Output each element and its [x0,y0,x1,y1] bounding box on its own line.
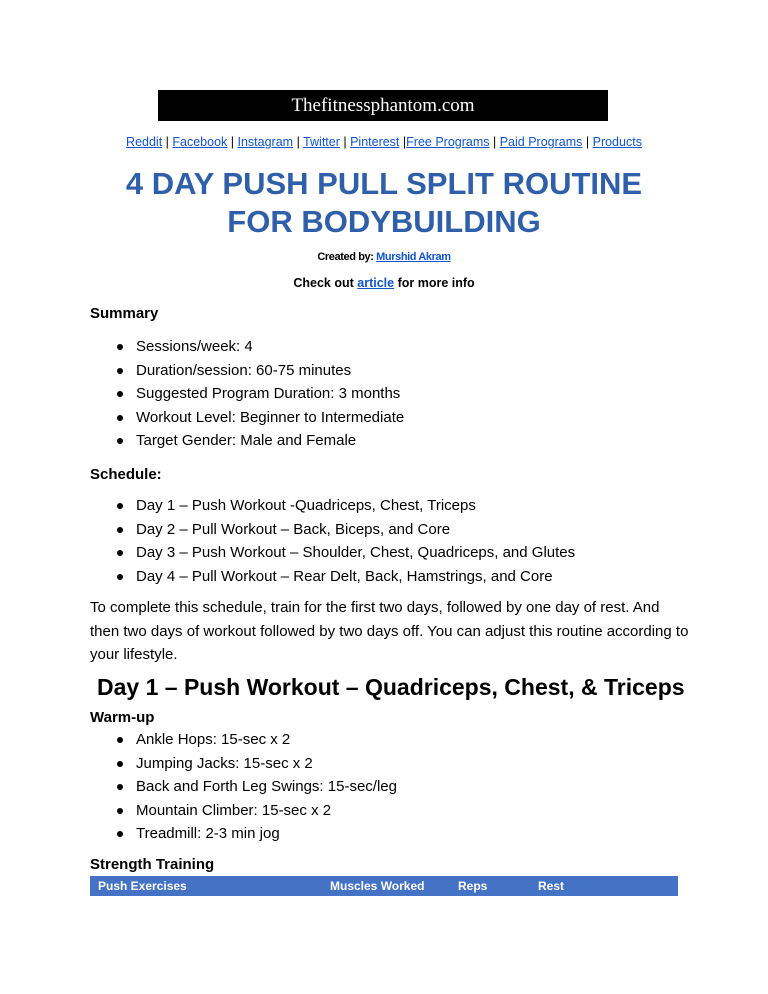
page-title: 4 DAY PUSH PULL SPLIT ROUTINE FOR BODYBUILDING [125,166,643,239]
author-link[interactable]: Murshid Akram [376,251,451,263]
warmup-list [90,728,397,846]
link-products[interactable]: Products [592,135,642,149]
schedule-paragraph: To complete this schedule, train for the first two days, followed by one day of rest. And then two days of workout followed by two days off. You can adjust this routine according to your lifestyle. [90,599,689,663]
list-item: Duration/session: 60-75 minutes [90,359,404,383]
summary-list [90,335,404,453]
list-item: Day 2 – Pull Workout – Back, Biceps, and Core [90,518,575,542]
site-banner: Thefitnessphantom.com [158,90,608,121]
exercise-table-header [90,876,678,896]
link-reddit[interactable]: Reddit [126,135,163,149]
schedule-heading: Schedule: [90,466,162,483]
list-item: Ankle Hops: 15-sec x 2 [90,728,397,752]
list-item: Day 3 – Push Workout – Shoulder, Chest, Quadriceps, and Glutes [90,541,575,565]
list-item: Target Gender: Male and Female [90,429,404,453]
strength-heading: Strength Training [90,856,215,873]
link-instagram[interactable]: Instagram [237,135,294,149]
col-rest: Rest [538,879,565,893]
day1-heading: Day 1 – Push Workout – Quadriceps, Chest, & Triceps [97,674,685,700]
list-item: Back and Forth Leg Swings: 15-sec/leg [90,775,397,799]
summary-heading: Summary [90,305,159,322]
checkout-prefix: Check out [293,276,354,290]
list-item: Workout Level: Beginner to Intermediate [90,406,404,430]
created-by-label: Created by: [317,251,374,263]
list-item: Treadmill: 2-3 min jog [90,822,397,846]
list-item: Mountain Climber: 15-sec x 2 [90,799,397,823]
article-link[interactable]: article [357,276,395,290]
checkout-line [0,276,768,290]
list-item: Jumping Jacks: 15-sec x 2 [90,752,397,776]
list-item: Sessions/week: 4 [90,335,404,359]
warmup-heading: Warm-up [90,709,155,726]
col-push-exercises: Push Exercises [98,879,187,893]
created-by [0,251,768,263]
link-twitter[interactable]: Twitter [303,135,340,149]
col-muscles-worked: Muscles Worked [330,879,425,893]
link-facebook[interactable]: Facebook [172,135,228,149]
link-pinterest[interactable]: Pinterest [350,135,400,149]
checkout-suffix: for more info [397,276,475,290]
list-item: Suggested Program Duration: 3 months [90,382,404,406]
social-links: Reddit | Facebook | Instagram | Twitter | Pinterest |Free Programs | Paid Programs | Products [126,135,642,149]
schedule-list [90,494,575,588]
list-item: Day 4 – Pull Workout – Rear Delt, Back, Hamstrings, and Core [90,565,575,589]
col-reps: Reps [458,879,488,893]
link-free-programs[interactable]: Free Programs [406,135,490,149]
link-paid-programs[interactable]: Paid Programs [499,135,583,149]
list-item: Day 1 – Push Workout -Quadriceps, Chest, Triceps [90,494,575,518]
